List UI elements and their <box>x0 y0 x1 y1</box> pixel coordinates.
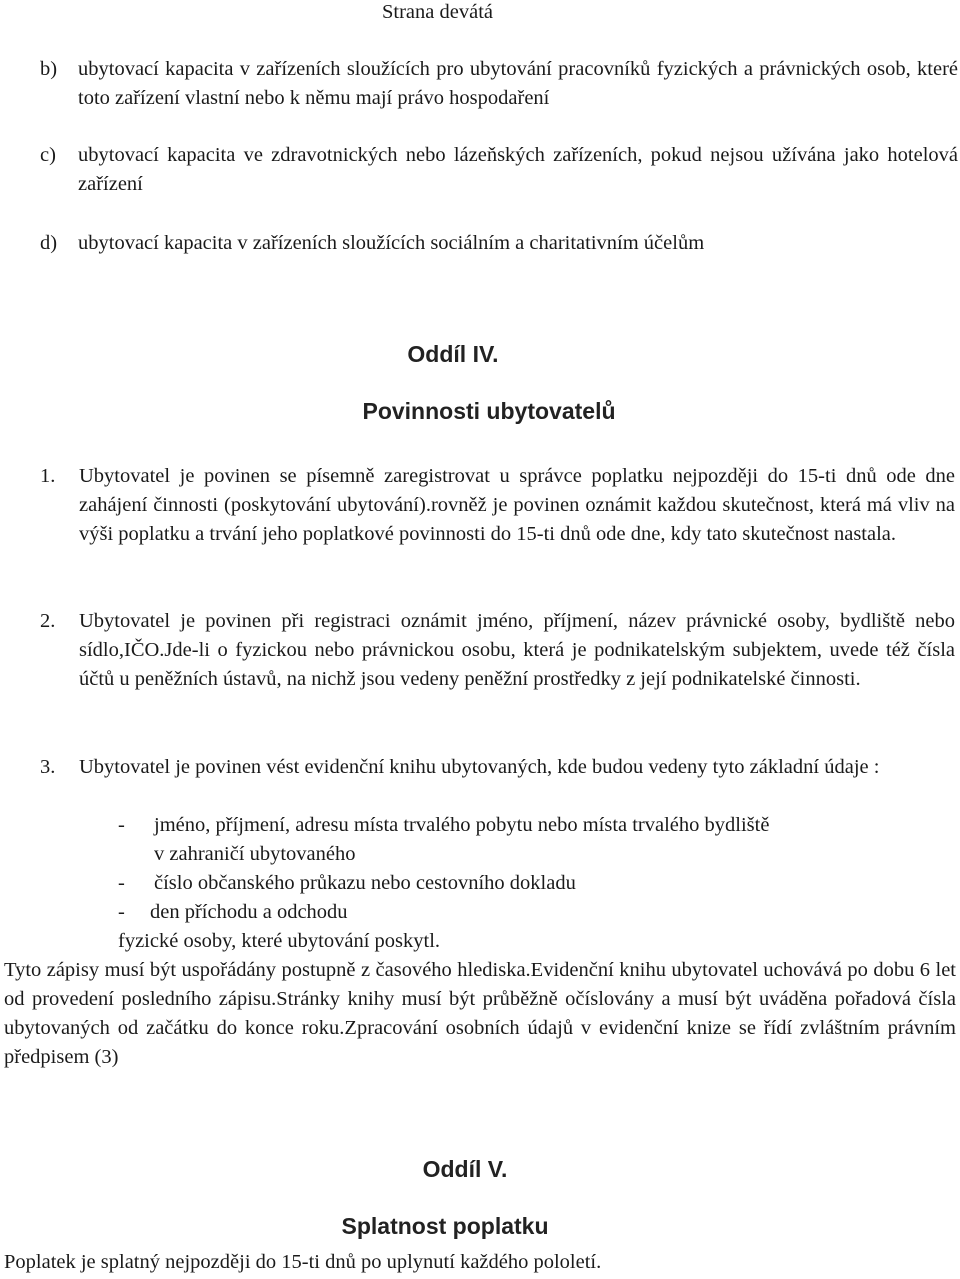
list-label: d) <box>40 232 58 254</box>
list-item-d <box>40 229 958 258</box>
dash-marker: - <box>118 901 125 923</box>
point-number: 2. <box>40 610 56 632</box>
list-item-c <box>40 141 958 199</box>
dash-text: den příchodu a odchodu <box>150 901 348 923</box>
page-header: Strana devátá <box>382 1 493 23</box>
section-text: Poplatek je splatný nejpozději do 15-ti dnů po uplynutí každého pololetí. <box>4 1251 602 1273</box>
dash-text: jméno, příjmení, adresu místa trvalého pobytu nebo místa trvalého bydliště <box>154 814 770 836</box>
point-1 <box>40 462 955 549</box>
dash-tail: fyzické osoby, které ubytování poskytl. <box>118 930 441 952</box>
dash-text: číslo občanského průkazu nebo cestovního dokladu <box>154 872 576 894</box>
dash-item <box>118 898 948 927</box>
section-subtitle: Splatnost poplatku <box>341 1213 549 1239</box>
point-text: Ubytovatel je povinen při registraci oznámit jméno, příjmení, název právnické osoby, bydliště nebo sídlo,IČO.Jde-li o fyzickou nebo právnickou osobu, která je podnikatelským subjektem, uvede též čísla účtů u peněžních ústavů, na nichž jsou vedeny peněžní prostředky z její podnikatelské činnosti. <box>79 610 955 690</box>
list-label: b) <box>40 58 58 80</box>
list-text: ubytovací kapacita ve zdravotnických nebo lázeňských zařízeních, pokud nejsou užívána jako hotelová zařízení <box>78 144 958 195</box>
section-title: Oddíl V. <box>422 1156 508 1182</box>
point-text: Ubytovatel je povinen vést evidenční knihu ubytovaných, kde budou vedeny tyto základní údaje : <box>79 756 880 778</box>
dash-item <box>118 811 948 869</box>
dash-marker: - <box>118 872 125 894</box>
section-subtitle: Povinnosti ubytovatelů <box>362 398 616 424</box>
list-text: ubytovací kapacita v zařízeních sloužících sociálním a charitativním účelům <box>78 232 705 254</box>
closing-paragraph: Tyto zápisy musí být uspořádány postupně z časového hlediska.Evidenční knihu ubytovatel uchovává po dobu 6 let od provedení posledního zápisu.Stránky knihy musí být průběžně očíslovány a musí být uváděna pořadová čísla ubytovaných od začátku do konce roku.Zpracování osobních údajů v evidenční knize se řídí zvláštním právním předpisem (3) <box>4 959 956 1068</box>
dash-item <box>118 869 948 898</box>
list-text: ubytovací kapacita v zařízeních sloužících pro ubytování pracovníků fyzických a právnických osob, které toto zařízení vlastní nebo k němu mají právo hospodaření <box>78 58 958 109</box>
list-item-b <box>40 55 958 113</box>
point-2 <box>40 607 955 694</box>
section-title: Oddíl IV. <box>407 341 499 367</box>
dash-text-continued: v zahraničí ubytovaného <box>154 843 356 865</box>
point-3 <box>40 753 920 782</box>
point-number: 3. <box>40 756 56 778</box>
point-text: Ubytovatel je povinen se písemně zaregistrovat u správce poplatku nejpozději do 15-ti dnů ode dne zahájení činnosti (poskytování ubytování).rovněž je povinen oznámit každou skutečnost, která má vliv na výši poplatku a trvání jeho poplatkové povinnosti do 15-ti dnů ode dne, kdy tato skutečnost nastala. <box>79 465 955 545</box>
list-label: c) <box>40 144 56 166</box>
dash-marker: - <box>118 814 125 836</box>
point-number: 1. <box>40 465 56 487</box>
